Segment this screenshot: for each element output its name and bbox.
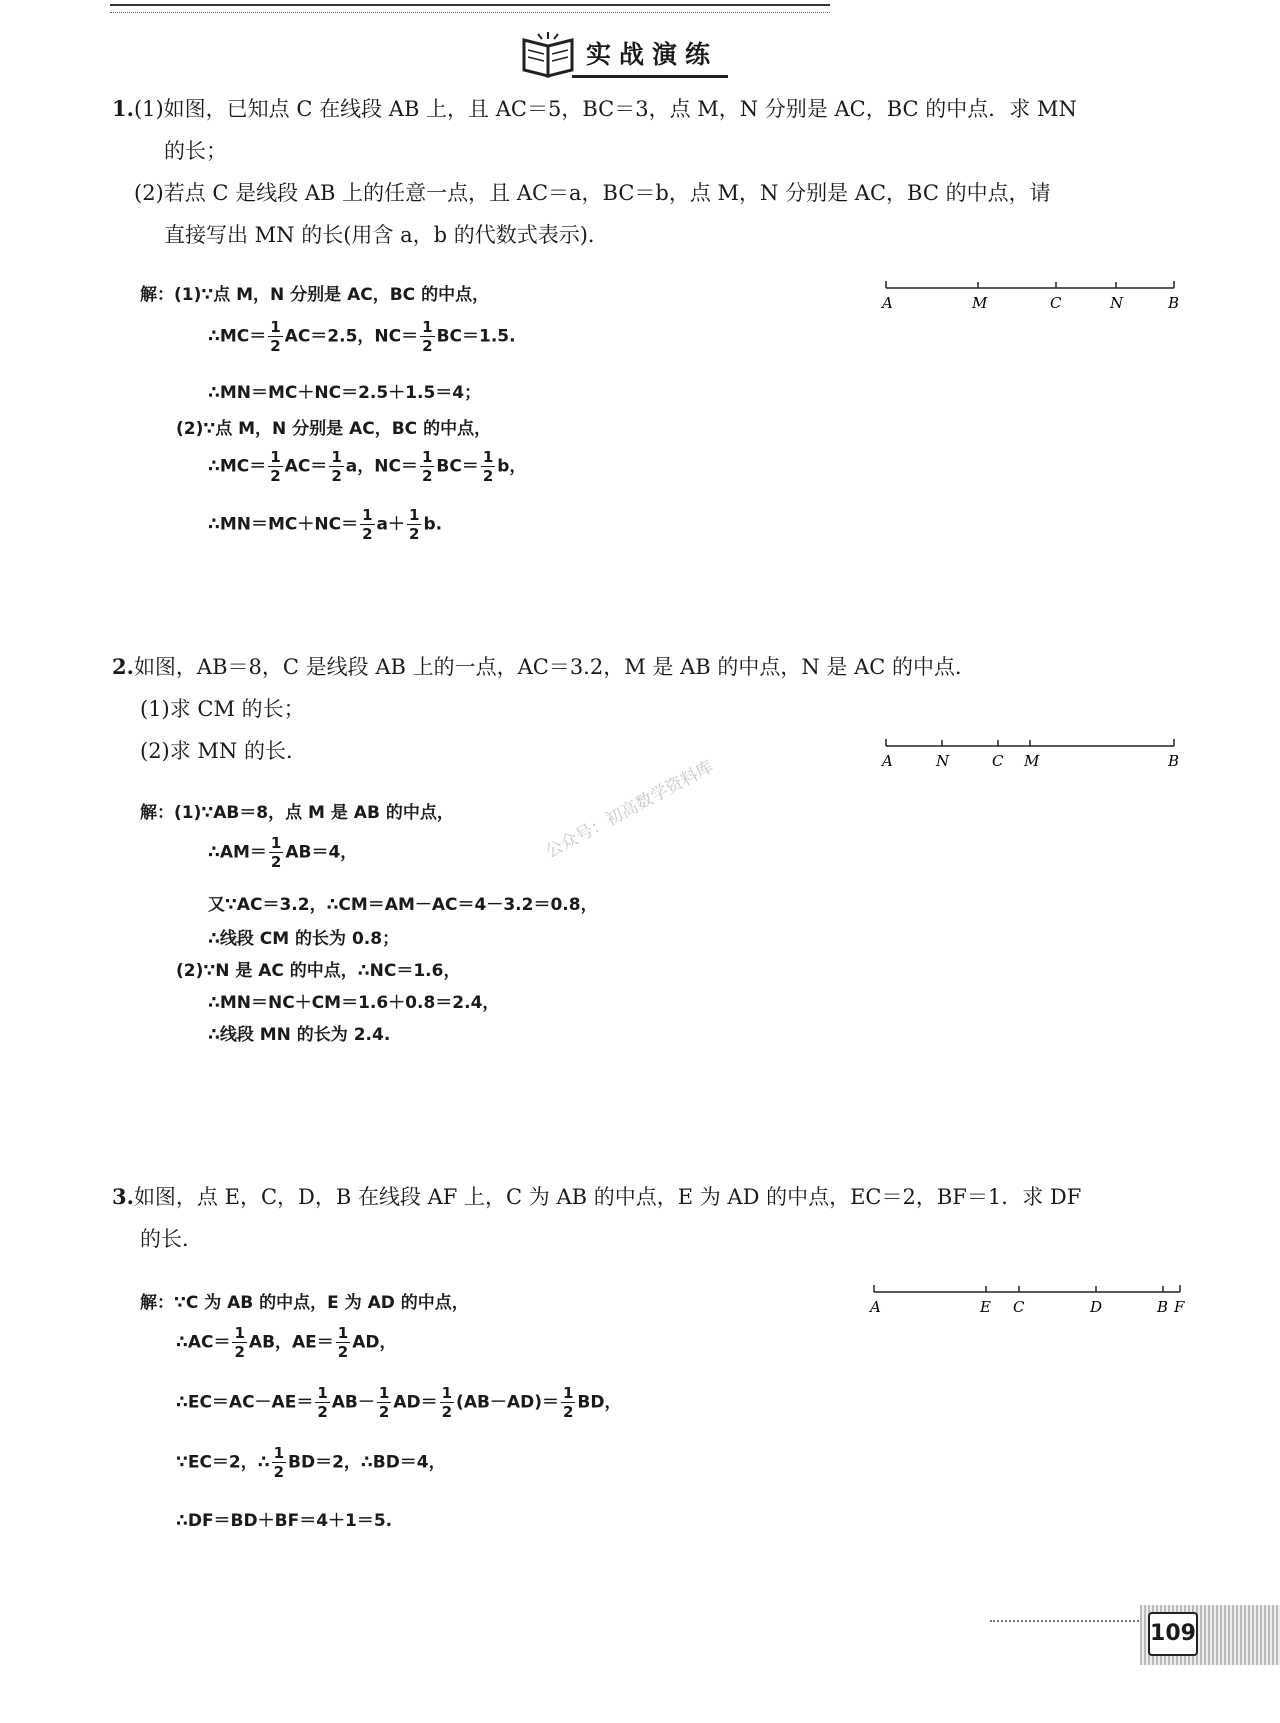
point-label: C bbox=[992, 752, 1004, 770]
fraction: $\frac{1}{2}$ bbox=[441, 1384, 453, 1421]
point-label: A bbox=[870, 1298, 881, 1316]
figure-1 bbox=[880, 276, 1180, 316]
solution-line: 又∵AC＝3.2，∴CM＝AM－AC＝4－3.2＝0.8， bbox=[208, 895, 598, 915]
solution-line: (2)∵点 M，N 分别是 AC，BC 的中点， bbox=[176, 419, 492, 439]
solution-line: ∴线段 MN 的长为 2.4. bbox=[208, 1025, 391, 1045]
point-label: A bbox=[882, 752, 893, 770]
fraction: $\frac{1}{2}$ bbox=[409, 506, 420, 543]
fraction: $\frac{1}{2}$ bbox=[337, 1324, 349, 1361]
point-label: F bbox=[1174, 1298, 1185, 1316]
section-title: 实战演练 bbox=[572, 33, 728, 78]
fraction: $\frac{1}{2}$ bbox=[421, 448, 433, 485]
problem-text: (2)求 MN 的长． bbox=[140, 739, 307, 763]
solution-line: 解：(1)∵点 M，N 分别是 AC，BC 的中点， bbox=[140, 285, 490, 305]
solution-line: ∵EC＝2，∴ $\frac{1}{2}$ BD＝2，∴BD＝4， bbox=[176, 1444, 446, 1481]
point-label: B bbox=[1168, 294, 1180, 312]
fraction: $\frac{1}{2}$ bbox=[362, 506, 373, 543]
top-rule bbox=[110, 4, 830, 13]
page-number: 109 bbox=[1148, 1612, 1198, 1656]
point-label: M bbox=[972, 294, 988, 312]
point-label: E bbox=[980, 1298, 991, 1316]
problem-number: 2. bbox=[112, 654, 134, 679]
fraction: $\frac{1}{2}$ bbox=[270, 448, 281, 485]
point-label: M bbox=[1024, 752, 1040, 770]
problem-text: 的长； bbox=[164, 139, 227, 163]
solution-line: ∴MN＝MC＋NC＝2.5＋1.5＝4； bbox=[208, 383, 482, 403]
figure-2 bbox=[880, 734, 1180, 774]
point-label: N bbox=[936, 752, 950, 770]
fraction: $\frac{1}{2}$ bbox=[270, 834, 282, 871]
fraction: $\frac{1}{2}$ bbox=[270, 318, 281, 355]
problem-number: 1. bbox=[112, 96, 134, 121]
problem-number: 3. bbox=[112, 1184, 134, 1209]
fraction: $\frac{1}{2}$ bbox=[273, 1444, 285, 1481]
solution-line: ∴AM＝ $\frac{1}{2}$ AB＝4， bbox=[208, 834, 358, 871]
point-label: N bbox=[1110, 294, 1124, 312]
watermark: 公众号：初高数学资料库 bbox=[542, 756, 717, 863]
point-label: C bbox=[1013, 1298, 1025, 1316]
section-banner bbox=[520, 32, 728, 78]
point-label: A bbox=[882, 294, 893, 312]
solution-line: 解：(1)∵AB＝8，点 M 是 AB 的中点， bbox=[140, 803, 454, 823]
fraction: $\frac{1}{2}$ bbox=[422, 318, 433, 355]
book-icon bbox=[520, 30, 578, 80]
fraction: $\frac{1}{2}$ bbox=[562, 1384, 574, 1421]
point-label: D bbox=[1090, 1298, 1103, 1316]
solution-line: ∴AC＝ $\frac{1}{2}$ AB，AE＝ $\frac{1}{2}$ AD， bbox=[176, 1324, 397, 1361]
problem-2 bbox=[112, 646, 976, 772]
solution-line: ∴DF＝BD＋BF＝4＋1＝5. bbox=[176, 1511, 393, 1531]
point-label: B bbox=[1157, 1298, 1169, 1316]
problem-3 bbox=[112, 1176, 1081, 1260]
solution-line: ∴MN＝MC＋NC＝ $\frac{1}{2}$ a＋ $\frac{1}{2}$ b. bbox=[208, 506, 443, 543]
problem-text: 如图，AB＝8，C 是线段 AB 上的一点，AC＝3.2，M 是 AB 的中点，N 是 AC 的中点． bbox=[133, 655, 976, 679]
solution-line: ∴MC＝ $\frac{1}{2}$ AC＝ $\frac{1}{2}$ a，NC＝ $\frac{1}{2}$ BC＝ $\frac{1}{2}$ b， bbox=[208, 448, 527, 485]
problem-text: (2)若点 C 是线段 AB 上的任意一点，且 AC＝a，BC＝b，点 M，N 分别是 AC，BC 的中点，请 bbox=[134, 181, 1051, 205]
footer-rule bbox=[990, 1620, 1155, 1624]
problem-text: 直接写出 MN 的长(用含 a，b 的代数式表示)． bbox=[164, 223, 609, 247]
problem-text: (1)如图，已知点 C 在线段 AB 上，且 AC＝5，BC＝3，点 M，N 分别是 AC，BC 的中点．求 MN bbox=[133, 97, 1077, 121]
problem-1 bbox=[112, 88, 1077, 256]
problem-text: 如图，点 E，C，D，B 在线段 AF 上，C 为 AB 的中点，E 为 AD 的中点，EC＝2，BF＝1．求 DF bbox=[133, 1185, 1082, 1209]
solution-line: (2)∵N 是 AC 的中点，∴NC＝1.6， bbox=[176, 961, 461, 981]
point-label: C bbox=[1050, 294, 1062, 312]
solution-line: ∴线段 CM 的长为 0.8； bbox=[208, 929, 400, 949]
problem-text: 的长． bbox=[140, 1227, 203, 1251]
fraction: $\frac{1}{2}$ bbox=[317, 1384, 328, 1421]
problem-text: (1)求 CM 的长； bbox=[140, 697, 305, 721]
solution-line: ∴MC＝ $\frac{1}{2}$ AC＝2.5，NC＝ $\frac{1}{2}$ BC＝1.5. bbox=[208, 318, 516, 355]
solution-line: ∴MN＝NC＋CM＝1.6＋0.8＝2.4， bbox=[208, 993, 500, 1013]
fraction: $\frac{1}{2}$ bbox=[378, 1384, 390, 1421]
fraction: $\frac{1}{2}$ bbox=[234, 1324, 245, 1361]
figure-3 bbox=[868, 1280, 1188, 1320]
solution-line: 解：∵C 为 AB 的中点，E 为 AD 的中点， bbox=[140, 1293, 469, 1313]
fraction: $\frac{1}{2}$ bbox=[331, 448, 342, 485]
solution-line: ∴EC＝AC－AE＝ $\frac{1}{2}$ AB－ $\frac{1}{2}$ AD＝ $\frac{1}{2}$ (AB－AD)＝ $\frac{1}{2}$ BD， bbox=[176, 1384, 622, 1421]
fraction: $\frac{1}{2}$ bbox=[482, 448, 494, 485]
point-label: B bbox=[1168, 752, 1180, 770]
